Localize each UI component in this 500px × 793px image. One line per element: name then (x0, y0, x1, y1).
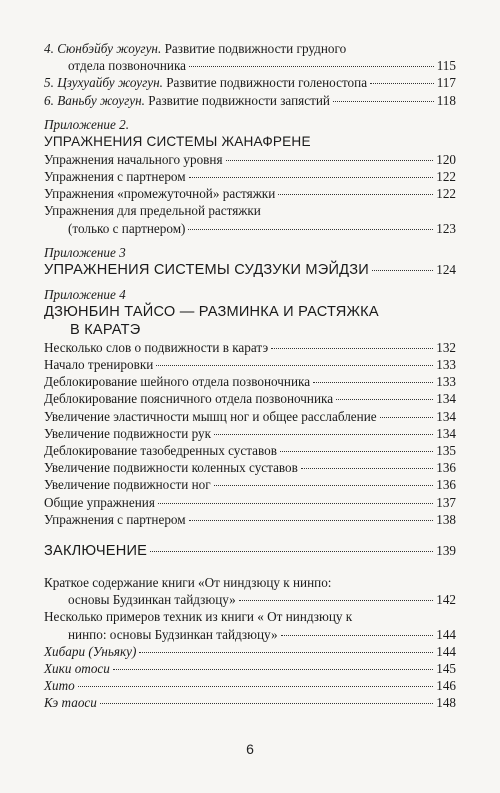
page-number: 145 (436, 661, 456, 677)
toc-entry (44, 425, 456, 442)
page-number: 144 (436, 643, 456, 659)
appendix-4-entries (44, 339, 456, 528)
spacer (44, 560, 456, 574)
leader-dots (333, 101, 434, 102)
page-number: 133 (436, 357, 456, 373)
spacer (44, 528, 456, 542)
page-number: 134 (436, 408, 456, 424)
leader-dots (188, 229, 433, 230)
leader-dots (113, 669, 433, 670)
toc-entry (44, 92, 456, 109)
page-footer-number: 6 (246, 741, 254, 757)
toc-entry (44, 608, 456, 625)
appendix-heading: УПРАЖНЕНИЯ СИСТЕМЫ ЖАНАФРЕНЕ (44, 133, 311, 149)
toc-entry (44, 390, 456, 407)
entry-title: Увеличение эластичности мышц ног и общее расслабление (44, 408, 377, 424)
leader-dots (214, 434, 433, 435)
entry-title: Хики отоси (44, 661, 110, 677)
appendix-heading: ДЗЮНБИН ТАЙСО — РАЗМИНКА И РАСТЯЖКА (44, 303, 379, 320)
entry-title: Развитие подвижности грудного (161, 41, 347, 56)
leader-dots (281, 635, 434, 636)
page-number: 122 (436, 169, 456, 185)
entry-title: Краткое содержание книги «От ниндзюцу к нинпо: (44, 575, 332, 591)
toc-entry-continuation (44, 220, 456, 237)
entry-title: Упражнения «промежуточной» растяжки (44, 186, 276, 202)
toc-entry-continuation (44, 57, 456, 74)
page-number: 122 (436, 186, 456, 202)
entry-title: Несколько примеров техник из книги « От ниндзюцу к (44, 609, 353, 625)
toc-entry-continuation (44, 591, 456, 608)
page-number: 117 (436, 75, 456, 91)
page-number: 123 (436, 220, 456, 236)
leader-dots (78, 686, 433, 687)
leader-dots (100, 703, 433, 704)
toc-entry-technique (44, 660, 456, 677)
table-of-contents (44, 40, 456, 712)
entry-title: Упражнения начального уровня (44, 151, 223, 167)
toc-entry (44, 151, 456, 168)
entry-title: Общие упражнения (44, 494, 155, 510)
toc-entry-conclusion (44, 542, 456, 560)
page-number: 118 (436, 92, 456, 108)
leader-dots (189, 66, 434, 67)
entry-title: Хибари (Уньяку) (44, 643, 137, 659)
leader-dots (336, 399, 433, 400)
entry-title: Деблокирование шейного отдела позвоночника (44, 374, 311, 390)
page-number: 120 (436, 151, 456, 167)
toc-entry (44, 356, 456, 373)
page-number: 142 (436, 592, 456, 608)
toc-entry (44, 442, 456, 459)
entry-title: Развитие подвижности запястий (144, 92, 330, 108)
leader-dots (156, 365, 433, 366)
page-number: 135 (436, 443, 456, 459)
leader-dots (189, 177, 434, 178)
entry-title: Деблокирование поясничного отдела позвоночника (44, 391, 334, 407)
toc-entry (44, 476, 456, 493)
entry-title: Деблокирование тазобедренных суставов (44, 443, 277, 459)
leader-dots (380, 417, 434, 418)
toc-entry (44, 459, 456, 476)
entry-title: Развитие подвижности голеностопа (162, 75, 368, 91)
toc-entry (44, 261, 456, 279)
page-number: 138 (436, 511, 456, 527)
entry-title-italic: 6. Ваньбу жоугун. (44, 92, 145, 108)
entry-title: Начало тренировки (44, 357, 154, 373)
entry-title: Упражнения с партнером (44, 511, 186, 527)
entry-title-cont: отдела позвоночника (68, 58, 187, 74)
toc-entry (44, 408, 456, 425)
toc-entry-technique (44, 643, 456, 660)
leader-dots (271, 348, 433, 349)
toc-entry (44, 494, 456, 511)
page-number: 136 (436, 460, 456, 476)
page-number: 136 (436, 477, 456, 493)
page-number: 139 (436, 543, 456, 559)
entry-title: Увеличение подвижности ног (44, 477, 211, 493)
leader-dots (139, 652, 433, 653)
entry-title: Хито (44, 678, 75, 694)
toc-entry (44, 574, 456, 591)
page-number: 134 (436, 391, 456, 407)
page-number: 134 (436, 425, 456, 441)
page-number: 133 (436, 374, 456, 390)
appendix-label: Приложение 4 (44, 286, 126, 302)
leader-dots (280, 451, 433, 452)
leader-dots (150, 551, 433, 552)
leader-dots (239, 600, 433, 601)
page-number: 146 (436, 678, 456, 694)
page-number: 132 (436, 339, 456, 355)
leader-dots (278, 194, 433, 195)
toc-entry-technique (44, 677, 456, 694)
appendix-label: Приложение 3 (44, 244, 126, 260)
entry-title-cont: (только с партнером) (68, 220, 186, 236)
conclusion-heading: ЗАКЛЮЧЕНИЕ (44, 543, 148, 560)
leader-dots (313, 382, 433, 383)
appendix-heading-line2: В КАРАТЭ (70, 321, 141, 338)
page-number: 137 (436, 494, 456, 510)
leader-dots (372, 270, 433, 271)
entry-title: Кэ таоси (44, 695, 97, 711)
leader-dots (214, 485, 434, 486)
entry-title-italic: 4. Сюнбэйбу жоугун. (44, 41, 162, 56)
entry-title: Увеличение подвижности коленных суставов (44, 460, 298, 476)
page-number: 144 (436, 626, 456, 642)
appendix-label: Приложение 2. (44, 116, 130, 132)
page-number: 148 (436, 695, 456, 711)
leader-dots (158, 503, 433, 504)
toc-entry-continuation (44, 626, 456, 643)
leader-dots (370, 83, 434, 84)
entry-title: Несколько слов о подвижности в каратэ (44, 339, 269, 355)
toc-entry (44, 40, 456, 57)
leader-dots (189, 520, 434, 521)
entry-title-cont: нинпо: основы Будзинкан тайдзюцу» (68, 626, 278, 642)
toc-entry (44, 168, 456, 185)
toc-entry (44, 185, 456, 202)
page-number: 124 (436, 261, 456, 277)
entry-title: Упражнения с партнером (44, 169, 186, 185)
toc-entry (44, 74, 456, 91)
entry-title-cont: основы Будзинкан тайдзюцу» (68, 592, 236, 608)
toc-entry (44, 511, 456, 528)
toc-entry-technique (44, 694, 456, 711)
toc-entry (44, 339, 456, 356)
leader-dots (301, 468, 433, 469)
appendix-heading: УПРАЖНЕНИЯ СИСТЕМЫ СУДЗУКИ МЭЙДЗИ (44, 261, 369, 278)
entry-title: Упражнения для предельной растяжки (44, 203, 261, 219)
entry-title-italic: 5. Цзухуайбу жоугун. (44, 75, 163, 91)
toc-entry (44, 202, 456, 219)
page-number: 115 (436, 58, 456, 74)
leader-dots (226, 160, 434, 161)
entry-title: Увеличение подвижности рук (44, 425, 211, 441)
toc-entry (44, 373, 456, 390)
